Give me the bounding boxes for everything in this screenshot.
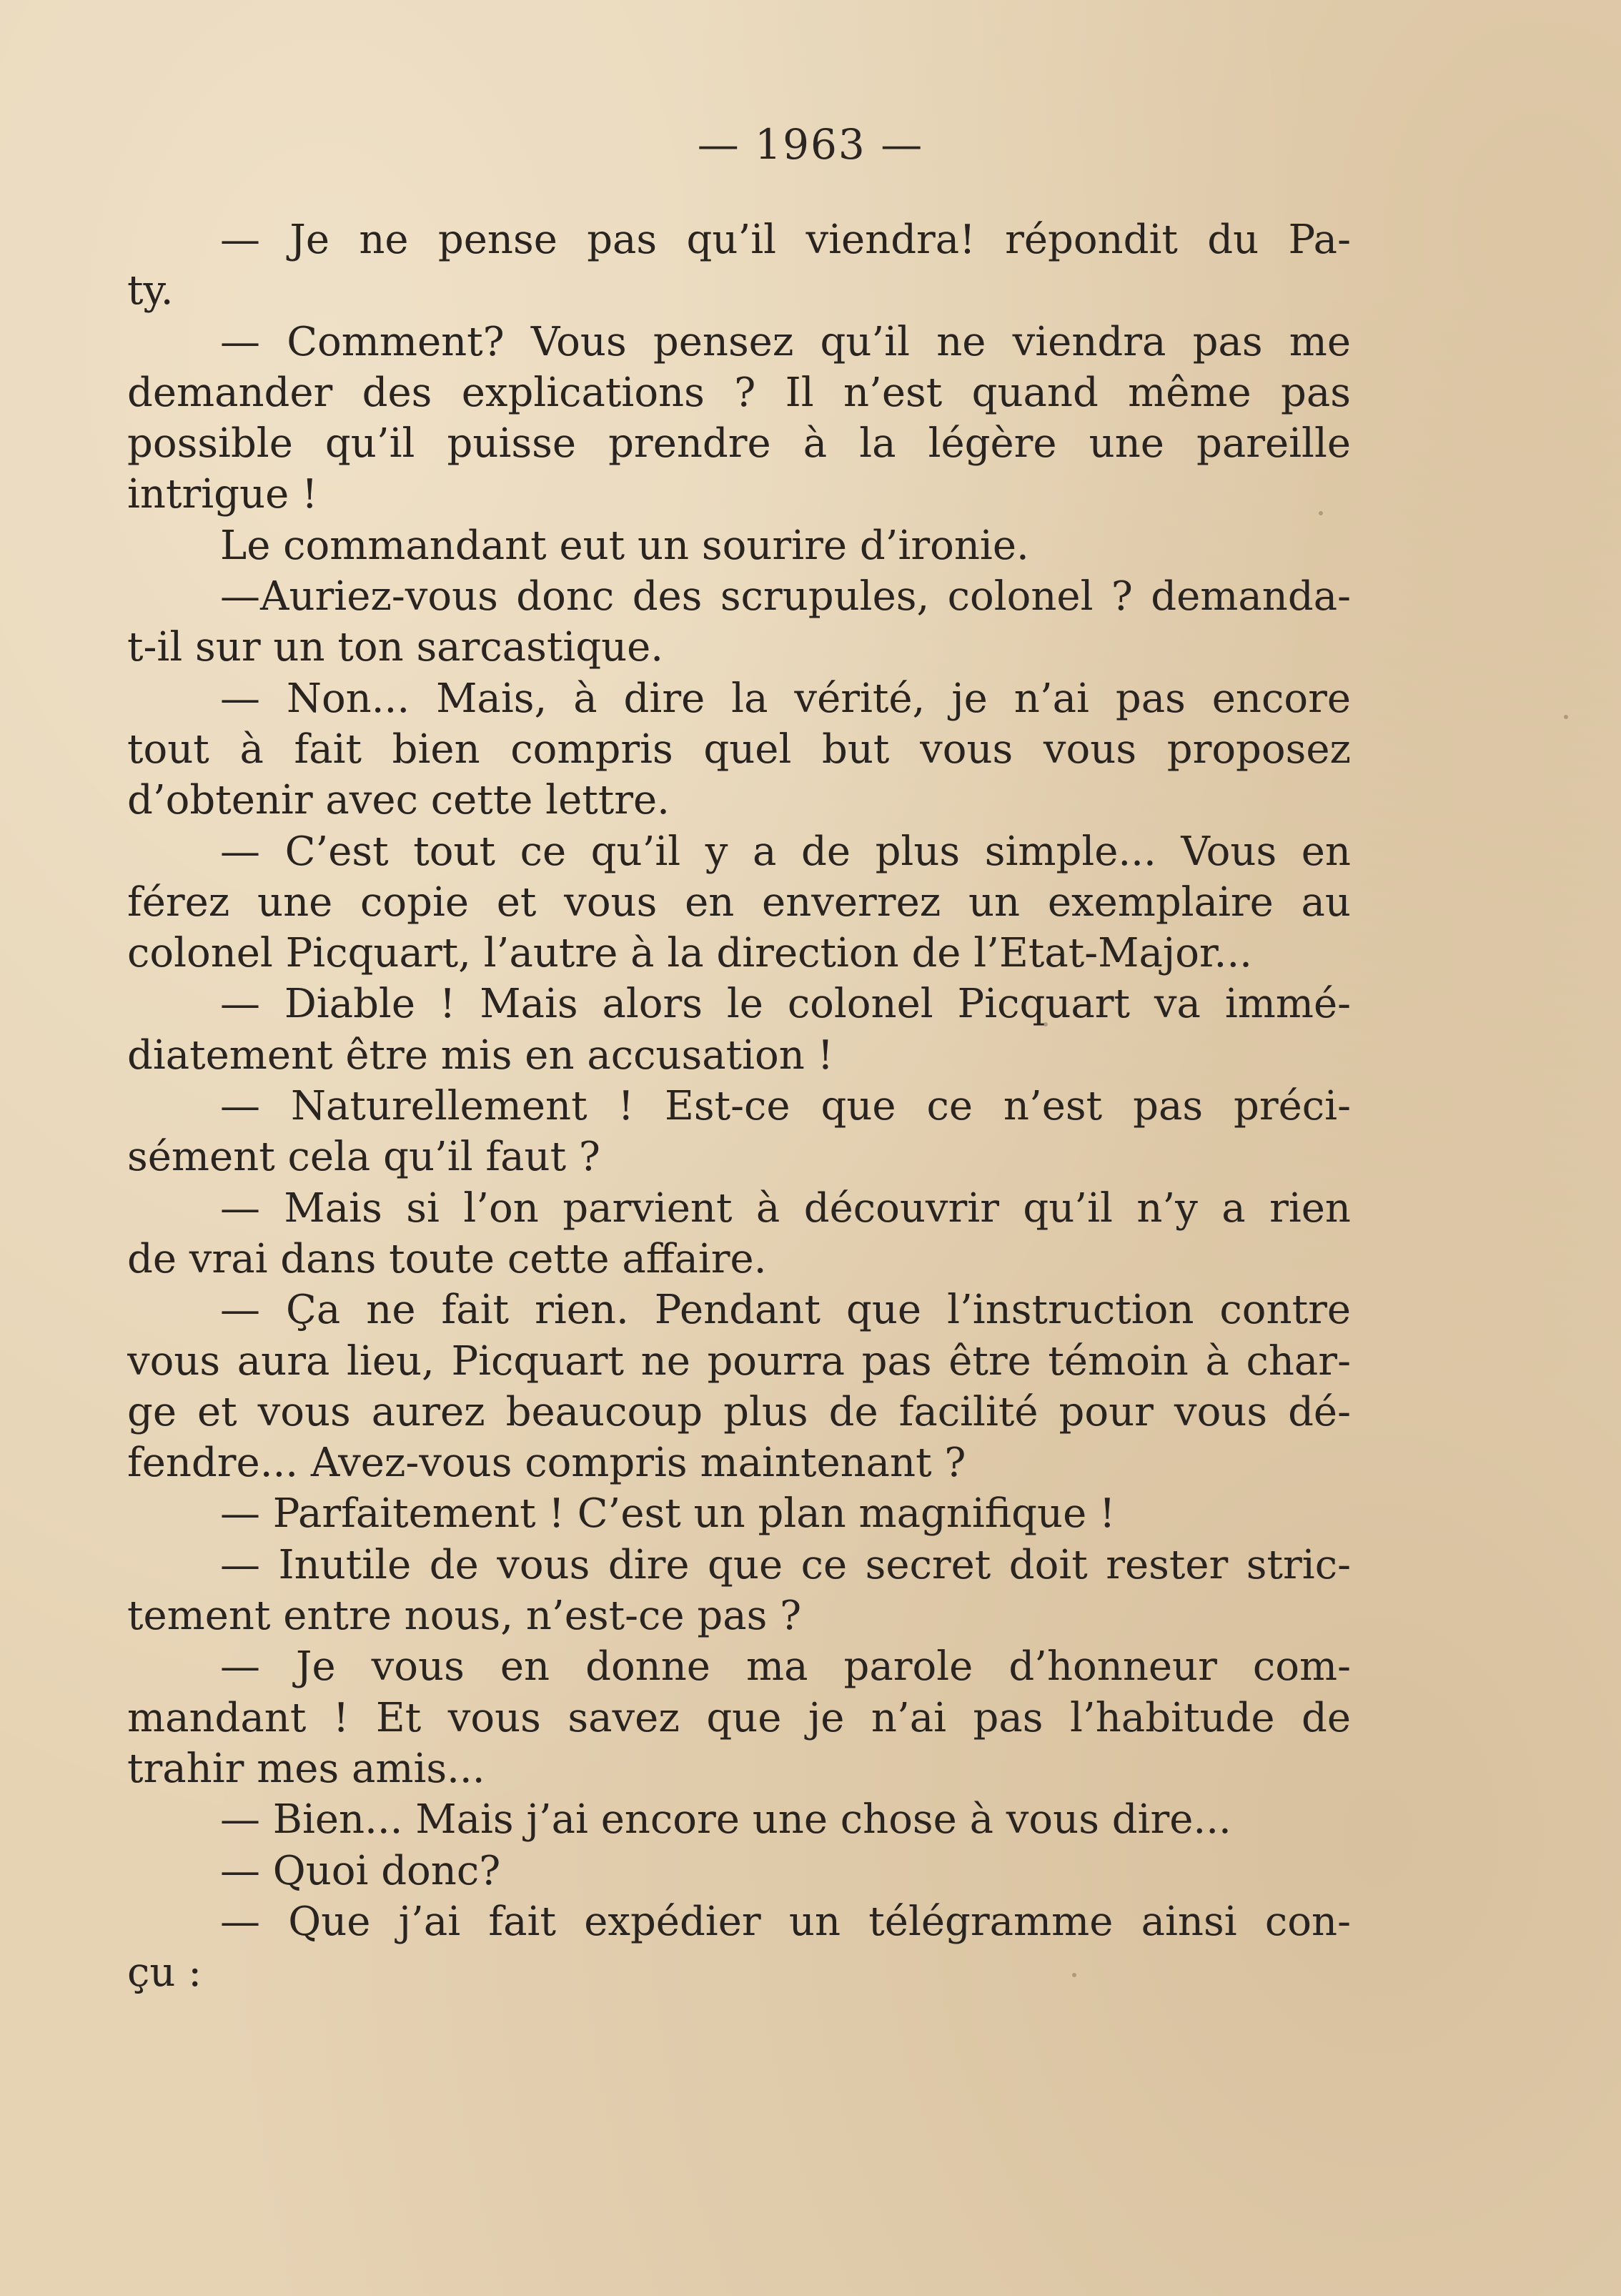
text-line: tement entre nous, n’est-ce pas ? bbox=[127, 1593, 802, 1640]
text-line: colonel Picquart, l’autre à la direction de l’Etat-Major... bbox=[127, 930, 1252, 977]
text-line: — Comment? Vous pensez qu’il ne viendra pas me bbox=[220, 318, 1351, 365]
text-line: — Diable ! Mais alors le colonel Picquart va immé- bbox=[220, 981, 1351, 1028]
page-text bbox=[127, 214, 1351, 1998]
text-line: demander des explications ? Il n’est quand même pas bbox=[127, 369, 1351, 416]
text-line: çu : bbox=[127, 1949, 202, 1996]
text-line: ge et vous aurez beaucoup plus de facilité pour vous dé- bbox=[127, 1388, 1351, 1435]
text-line: Le commandant eut un sourire d’ironie. bbox=[220, 522, 1029, 569]
text-line: — Quoi donc? bbox=[220, 1847, 501, 1894]
text-line: diatement être mis en accusation ! bbox=[127, 1031, 834, 1079]
text-line: — Parfaitement ! C’est un plan magnifique ! bbox=[220, 1490, 1116, 1538]
text-line: — Ça ne fait rien. Pendant que l’instruction contre bbox=[220, 1287, 1351, 1334]
text-line: — Que j’ai fait expédier un télégramme ainsi con- bbox=[220, 1898, 1351, 1945]
text-line: — Mais si l’on parvient à découvrir qu’il n’y a rien bbox=[220, 1184, 1351, 1232]
text-line: férez une copie et vous en enverrez un exemplaire au bbox=[127, 879, 1351, 926]
text-line: intrigue ! bbox=[127, 471, 318, 518]
text-line: — C’est tout ce qu’il y a de plus simple... Vous en bbox=[220, 828, 1351, 875]
text-line: — Inutile de vous dire que ce secret doit rester stric- bbox=[220, 1541, 1351, 1588]
paper-speck bbox=[1044, 1022, 1048, 1026]
paper-speck bbox=[1319, 511, 1323, 515]
text-line: mandant ! Et vous savez que je n’ai pas l’habitude de bbox=[127, 1694, 1351, 1741]
text-line: — Je vous en donne ma parole d’honneur com- bbox=[220, 1643, 1351, 1691]
text-line: possible qu’il puisse prendre à la légère une pareille bbox=[127, 420, 1351, 467]
text-line: de vrai dans toute cette affaire. bbox=[127, 1235, 767, 1282]
text-line: — Je ne pense pas qu’il viendra! répondit du Pa- bbox=[220, 217, 1351, 263]
paper-speck bbox=[1564, 715, 1568, 719]
page-number: — 1963 — bbox=[697, 120, 924, 169]
text-line: trahir mes amis... bbox=[127, 1745, 485, 1792]
text-line: tout à fait bien compris quel but vous vous proposez bbox=[127, 726, 1351, 773]
text-line: — Bien... Mais j’ai encore une chose à vous dire... bbox=[220, 1796, 1231, 1844]
text-line: vous aura lieu, Picquart ne pourra pas être témoin à char- bbox=[127, 1337, 1351, 1385]
text-line: — Naturellement ! Est-ce que ce n’est pas préci- bbox=[220, 1083, 1351, 1130]
text-line: —Auriez-vous donc des scrupules, colonel ? demanda- bbox=[220, 573, 1351, 620]
text-line: — Non... Mais, à dire la vérité, je n’ai pas encore bbox=[220, 675, 1351, 722]
text-line: t-il sur un ton sarcastique. bbox=[127, 624, 664, 671]
paper-speck bbox=[1072, 1973, 1076, 1977]
text-line: sément cela qu’il faut ? bbox=[127, 1134, 600, 1181]
text-line: ty. bbox=[127, 267, 174, 315]
text-line: fendre... Avez-vous compris maintenant ? bbox=[127, 1440, 966, 1487]
text-line: d’obtenir avec cette lettre. bbox=[127, 777, 670, 824]
